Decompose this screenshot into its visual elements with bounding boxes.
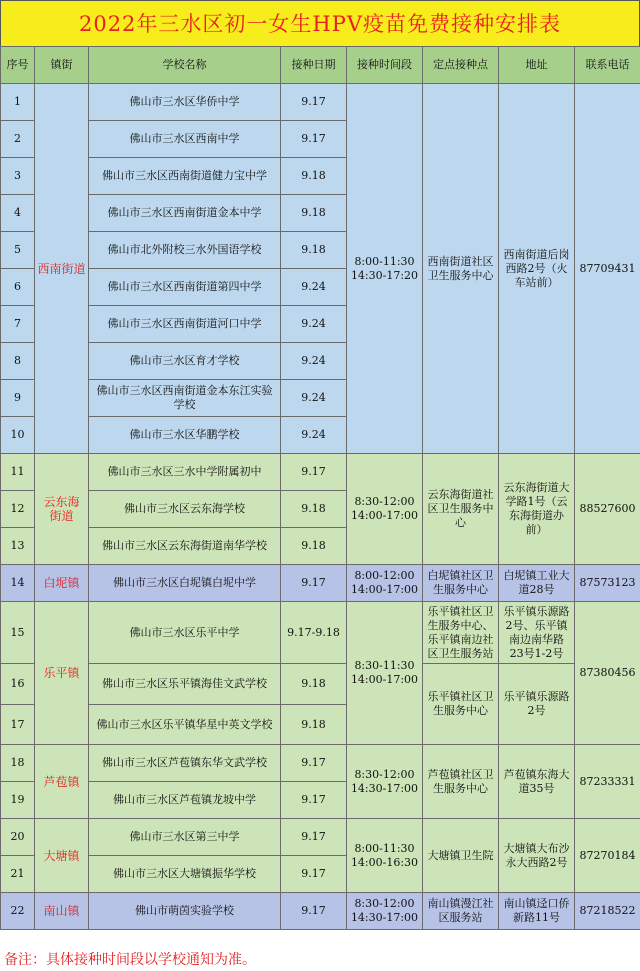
address-cell: 乐平镇乐源路 2号 [499, 664, 575, 745]
table-row [1, 84, 640, 121]
site-cell: 云东海街道社 区卫生服务中 心 [423, 454, 499, 565]
header-row [1, 47, 640, 84]
row-no: 15 [1, 602, 35, 664]
phone-cell: 87380456 [575, 602, 640, 745]
row-no: 19 [1, 782, 35, 819]
town-cell: 芦苞镇 [35, 745, 89, 819]
school-cell: 佛山市三水区乐平镇华星中英文学校 [89, 705, 281, 745]
schedule-table [0, 46, 640, 930]
table-row [1, 893, 640, 930]
date-cell: 9.17 [281, 745, 347, 782]
phone-cell: 87233331 [575, 745, 640, 819]
table-row [1, 602, 640, 664]
date-cell: 9.18 [281, 232, 347, 269]
row-no: 17 [1, 705, 35, 745]
address-cell: 南山镇迳口侨 新路11号 [499, 893, 575, 930]
school-cell: 佛山市三水区芦苞镇东华文武学校 [89, 745, 281, 782]
address-cell: 大塘镇大布沙 永大西路2号 [499, 819, 575, 893]
date-cell: 9.18 [281, 664, 347, 705]
site-cell: 西南街道社区 卫生服务中心 [423, 84, 499, 454]
address-cell: 乐平镇乐源路 2号、乐平镇 南边南华路 23号1-2号 [499, 602, 575, 664]
school-cell: 佛山市三水区西南街道金本中学 [89, 195, 281, 232]
header-address: 地址 [499, 47, 575, 84]
date-cell: 9.18 [281, 195, 347, 232]
date-cell: 9.24 [281, 306, 347, 343]
page-title: 2022年三水区初一女生HPV疫苗免费接种安排表 [0, 0, 640, 48]
date-cell: 9.17 [281, 782, 347, 819]
address-cell: 白坭镇工业大 道28号 [499, 565, 575, 602]
date-cell: 9.18 [281, 491, 347, 528]
date-cell: 9.18 [281, 528, 347, 565]
school-cell: 佛山市三水区乐平中学 [89, 602, 281, 664]
school-cell: 佛山市三水区白坭镇白坭中学 [89, 565, 281, 602]
table-row [1, 664, 640, 705]
date-cell: 9.18 [281, 158, 347, 195]
school-cell: 佛山市三水区芦苞镇龙坡中学 [89, 782, 281, 819]
date-cell: 9.24 [281, 343, 347, 380]
school-cell: 佛山市三水区云东海学校 [89, 491, 281, 528]
town-cell: 西南街道 [35, 84, 89, 454]
school-cell: 佛山市三水区乐平镇海佳文武学校 [89, 664, 281, 705]
row-no: 8 [1, 343, 35, 380]
school-cell: 佛山市三水区云东海街道南华学校 [89, 528, 281, 565]
school-cell: 佛山市三水区西南街道第四中学 [89, 269, 281, 306]
row-no: 2 [1, 121, 35, 158]
school-cell: 佛山市三水区大塘镇振华学校 [89, 856, 281, 893]
row-no: 16 [1, 664, 35, 705]
row-no: 11 [1, 454, 35, 491]
school-cell: 佛山市三水区三水中学附属初中 [89, 454, 281, 491]
row-no: 14 [1, 565, 35, 602]
row-no: 7 [1, 306, 35, 343]
site-cell: 乐平镇社区卫 生服务中心 [423, 664, 499, 745]
time-cell: 8:30-12:00 14:30-17:00 [347, 893, 423, 930]
row-no: 5 [1, 232, 35, 269]
time-cell: 8:30-11:30 14:00-17:00 [347, 602, 423, 745]
header-site: 定点接种点 [423, 47, 499, 84]
school-cell: 佛山市三水区育才学校 [89, 343, 281, 380]
table-row [1, 565, 640, 602]
row-no: 13 [1, 528, 35, 565]
phone-cell: 87573123 [575, 565, 640, 602]
site-cell: 乐平镇社区卫 生服务中心、 乐平镇南边社 区卫生服务站 [423, 602, 499, 664]
town-cell: 南山镇 [35, 893, 89, 930]
row-no: 10 [1, 417, 35, 454]
phone-cell: 87709431 [575, 84, 640, 454]
date-cell: 9.17 [281, 121, 347, 158]
row-no: 20 [1, 819, 35, 856]
school-cell: 佛山市三水区西南街道河口中学 [89, 306, 281, 343]
phone-cell: 87270184 [575, 819, 640, 893]
date-cell: 9.17 [281, 856, 347, 893]
row-no: 22 [1, 893, 35, 930]
town-cell: 乐平镇 [35, 602, 89, 745]
school-cell: 佛山市萌茵实验学校 [89, 893, 281, 930]
school-cell: 佛山市三水区西南街道健力宝中学 [89, 158, 281, 195]
town-cell: 大塘镇 [35, 819, 89, 893]
header-phone: 联系电话 [575, 47, 640, 84]
header-time: 接种时间段 [347, 47, 423, 84]
site-cell: 白坭镇社区卫 生服务中心 [423, 565, 499, 602]
time-cell: 8:00-12:00 14:00-17:00 [347, 565, 423, 602]
date-cell: 9.24 [281, 380, 347, 417]
row-no: 12 [1, 491, 35, 528]
row-no: 1 [1, 84, 35, 121]
town-cell: 白坭镇 [35, 565, 89, 602]
header-no: 序号 [1, 47, 35, 84]
school-cell: 佛山市三水区华鹏学校 [89, 417, 281, 454]
header-date: 接种日期 [281, 47, 347, 84]
date-cell: 9.24 [281, 269, 347, 306]
row-no: 9 [1, 380, 35, 417]
row-no: 6 [1, 269, 35, 306]
table-row [1, 454, 640, 491]
row-no: 18 [1, 745, 35, 782]
date-cell: 9.17 [281, 84, 347, 121]
time-cell: 8:00-11:30 14:00-16:30 [347, 819, 423, 893]
row-no: 21 [1, 856, 35, 893]
date-cell: 9.17 [281, 819, 347, 856]
footnote: 备注：具体接种时间段以学校通知为准。 [0, 949, 640, 971]
table-row [1, 819, 640, 856]
time-cell: 8:30-12:00 14:30-17:00 [347, 745, 423, 819]
row-no: 4 [1, 195, 35, 232]
date-cell: 9.17-9.18 [281, 602, 347, 664]
site-cell: 南山镇漫江社 区服务站 [423, 893, 499, 930]
date-cell: 9.17 [281, 893, 347, 930]
school-cell: 佛山市三水区西南街道金本东江实验 学校 [89, 380, 281, 417]
school-cell: 佛山市三水区华侨中学 [89, 84, 281, 121]
address-cell: 云东海街道大 学路1号（云 东海街道办 前） [499, 454, 575, 565]
site-cell: 大塘镇卫生院 [423, 819, 499, 893]
table-row [1, 745, 640, 782]
time-cell: 8:30-12:00 14:00-17:00 [347, 454, 423, 565]
town-cell: 云东海 街道 [35, 454, 89, 565]
phone-cell: 87218522 [575, 893, 640, 930]
header-town: 镇街 [35, 47, 89, 84]
school-cell: 佛山市三水区第三中学 [89, 819, 281, 856]
header-school: 学校名称 [89, 47, 281, 84]
date-cell: 9.17 [281, 454, 347, 491]
row-no: 3 [1, 158, 35, 195]
date-cell: 9.24 [281, 417, 347, 454]
time-cell: 8:00-11:30 14:30-17:20 [347, 84, 423, 454]
school-cell: 佛山市北外附校三水外国语学校 [89, 232, 281, 269]
school-cell: 佛山市三水区西南中学 [89, 121, 281, 158]
date-cell: 9.18 [281, 705, 347, 745]
phone-cell: 88527600 [575, 454, 640, 565]
address-cell: 西南街道后岗 西路2号（火 车站前） [499, 84, 575, 454]
date-cell: 9.17 [281, 565, 347, 602]
site-cell: 芦苞镇社区卫 生服务中心 [423, 745, 499, 819]
address-cell: 芦苞镇东海大 道35号 [499, 745, 575, 819]
